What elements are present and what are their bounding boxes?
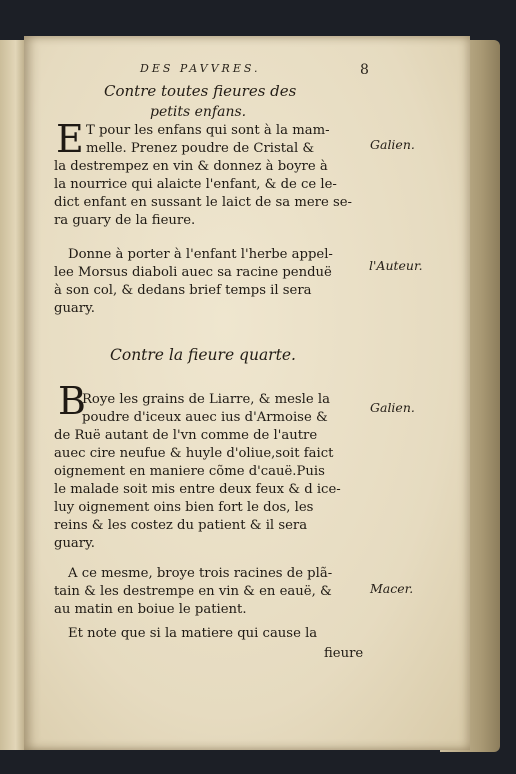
- section2-dropcap: B: [58, 379, 86, 423]
- section2-title: Contre la fieure quarte.: [110, 346, 296, 364]
- text-line: A ce mesme, broye trois racines de plã-: [68, 566, 333, 581]
- text-line: Et note que si la matiere qui cause la: [68, 626, 318, 641]
- section1-title-line2: petits enfans.: [150, 104, 247, 120]
- section1-dropcap: E: [56, 117, 84, 161]
- text-line: guary.: [54, 536, 95, 551]
- text-line: T pour les enfans qui sont à la mam-: [86, 123, 330, 138]
- facing-page-edge: [0, 40, 26, 750]
- text-line: guary.: [54, 301, 95, 316]
- text-line: luy oignement oins bien fort le dos, les: [54, 500, 314, 515]
- margin-note-macer: Macer.: [370, 581, 414, 596]
- text-line: le malade soit mis entre deux feux & d ice-: [54, 482, 341, 497]
- text-line: dict enfant en sussant le laict de sa mere se-: [54, 195, 352, 210]
- text-line: Donne à porter à l'enfant l'herbe appel-: [68, 247, 333, 262]
- text-line: au matin en boiue le patient.: [54, 602, 247, 617]
- text-line: Roye les grains de Liarre, & mesle la: [82, 392, 330, 407]
- text-line: de Ruë autant de l'vn comme de l'autre: [54, 428, 318, 443]
- text-line: melle. Prenez poudre de Cristal &: [86, 141, 315, 156]
- text-line: lee Morsus diaboli auec sa racine penduë: [54, 265, 332, 280]
- text-line: ra guary de la fieure.: [54, 213, 196, 228]
- text-line: la nourrice qui alaicte l'enfant, & de ce le-: [54, 177, 337, 192]
- text-line: reins & les costez du patient & il sera: [54, 518, 308, 533]
- book-page: [24, 36, 470, 750]
- text-line: la destrempez en vin & donnez à boyre à: [54, 159, 328, 174]
- text-line: tain & les destrempe en vin & en eauë, &: [54, 584, 332, 599]
- margin-note-galien: Galien.: [370, 400, 415, 415]
- margin-note-auteur: l'Auteur.: [369, 258, 423, 273]
- text-line: à son col, & dedans brief temps il sera: [54, 283, 312, 298]
- text-line: poudre d'iceux auec ius d'Armoise &: [82, 410, 328, 425]
- text-line: fieure: [324, 646, 364, 661]
- running-head: DES PAVVRES.: [140, 62, 261, 75]
- section1-title-line1: Contre toutes fieures des: [104, 82, 297, 100]
- text-line: auec cire neufue & huyle d'oliue,soit faict: [54, 446, 334, 461]
- text-line: oignement en maniere cõme d'cauë.Puis: [54, 464, 325, 479]
- margin-note-galien: Galien.: [370, 137, 415, 152]
- page-number: 8: [360, 62, 369, 78]
